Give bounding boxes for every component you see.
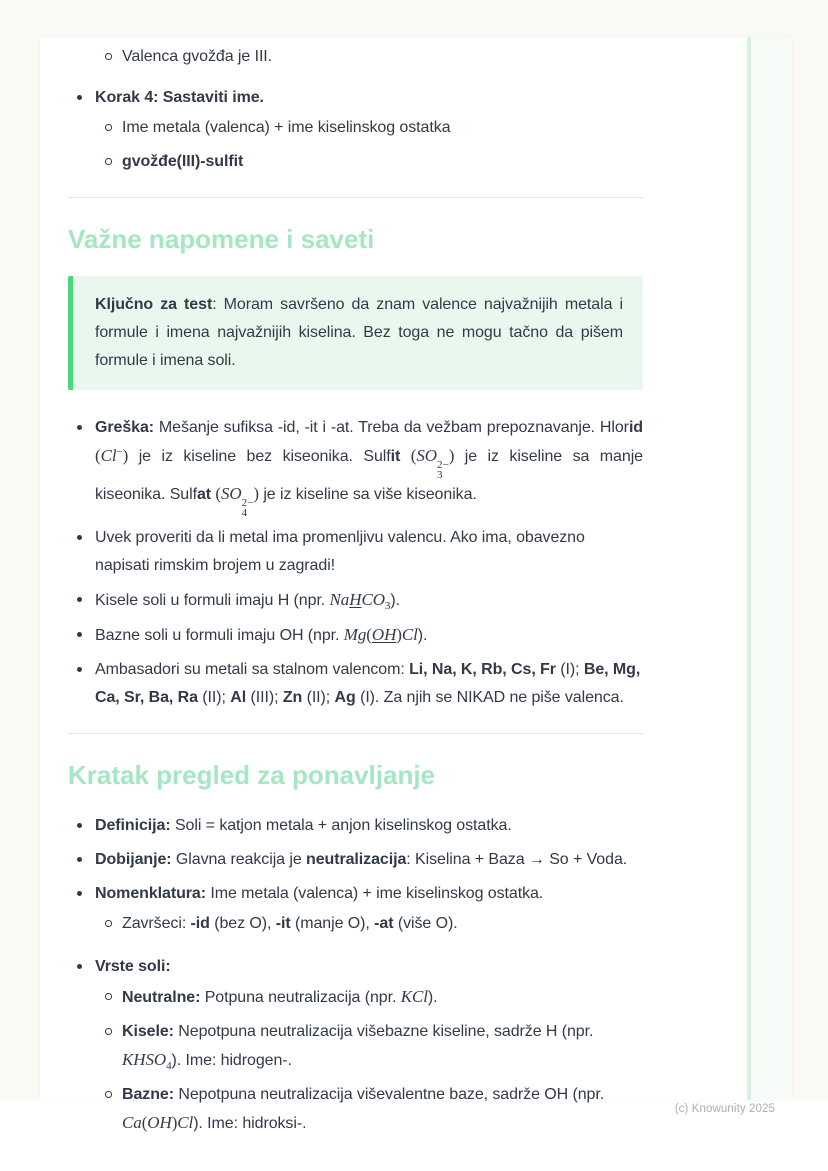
- bullet-circle-icon: [105, 158, 112, 165]
- math-subscript: 3: [436, 469, 443, 481]
- bold-text-run: Ag: [334, 689, 356, 706]
- text-run: ).: [390, 592, 400, 609]
- text-run: Mešanje sufiksa -id, -it i -at. Treba da vežbam prepoznavanje. Hlor: [154, 419, 629, 436]
- bold-text-run: Vrste soli:: [95, 958, 171, 975]
- bold-text-run: Greška:: [95, 419, 155, 436]
- text-run: Kisele soli u formuli imaju H (npr.: [95, 592, 330, 609]
- text-run: ).: [427, 989, 438, 1006]
- list-item: [68, 983, 643, 1012]
- bold-text-run: Ključno za test: [95, 296, 213, 313]
- text-run: (II);: [197, 689, 231, 706]
- bullet-disc-icon: [77, 95, 82, 100]
- math-paren: (: [141, 1113, 148, 1132]
- list-item: [68, 586, 643, 615]
- document-content: [68, 37, 643, 1151]
- text-run: (više O).: [393, 915, 458, 932]
- list-item: [68, 43, 643, 71]
- bullet-circle-icon: [105, 1091, 112, 1098]
- bold-text-run: Dobijanje:: [95, 851, 172, 868]
- math-paren: (: [215, 484, 222, 503]
- bold-text-run: -id: [190, 915, 210, 932]
- math-run: KHSO: [122, 1050, 167, 1069]
- text-run: : Kiselina + Baza → So + Voda.: [406, 851, 628, 868]
- text-run: (I);: [555, 661, 584, 678]
- bullet-disc-icon: [77, 857, 82, 862]
- key-note-callout: [68, 276, 643, 390]
- text-run: Uvek proveriti da li metal ima promenljivu valencu. Ako ima, obavezno napisati rimskim brojem u zagradi!: [95, 529, 585, 574]
- text-run: je iz kiseline bez kiseonika. Sulf: [128, 448, 391, 465]
- bold-text-run: Nomenklatura:: [95, 885, 206, 902]
- math-run: Ca: [122, 1113, 142, 1132]
- list-item: [68, 812, 643, 840]
- bold-text-run: it: [390, 448, 401, 465]
- bullet-list: [68, 414, 643, 712]
- list-item: [68, 910, 643, 938]
- list-item: [68, 414, 643, 518]
- text-run: Potpuna neutralizacija (npr.: [200, 989, 401, 1006]
- text-run: Bazne soli u formuli imaju OH (npr.: [95, 627, 344, 644]
- list-item: [68, 880, 643, 908]
- math-subscript: 4: [166, 1060, 172, 1072]
- text-run: [400, 448, 410, 465]
- math-paren: ): [171, 1113, 178, 1132]
- math-subscript: 4: [241, 507, 248, 519]
- bullet-circle-icon: [105, 920, 112, 927]
- math-paren: ): [396, 625, 402, 644]
- bullet-disc-icon: [77, 964, 82, 969]
- list-item: [68, 524, 643, 580]
- math-paren: ): [448, 446, 455, 465]
- math-run: OH: [147, 1113, 172, 1132]
- text-run: je iz kiseline sa više kiseonika.: [258, 486, 477, 503]
- text-run: Valenca gvožđa je III.: [122, 48, 273, 65]
- section-heading: Kratak pregled za ponavljanje: [68, 760, 436, 790]
- math-underlined-run: H: [349, 590, 362, 609]
- bold-text-run: Be, Mg, Ca, Sr, Ba, Ra: [95, 661, 641, 706]
- bullet-disc-icon: [77, 667, 82, 672]
- math-run: Na: [329, 590, 350, 609]
- bold-text-run: Li, Na, K, Rb, Cs, Fr: [409, 661, 556, 678]
- math-supsub-stack: [242, 498, 254, 518]
- list-item: [68, 1018, 643, 1075]
- bullet-circle-icon: [105, 993, 112, 1000]
- text-run: ). Ime: hidrogen-.: [171, 1052, 292, 1069]
- math-underlined-run: OH: [371, 625, 397, 644]
- text-run: Ime metala (valenca) + ime kiselinskog ostatka.: [205, 885, 544, 902]
- callout-text: [95, 291, 623, 375]
- section-divider: [68, 197, 643, 198]
- text-run: (I). Za njih se NIKAD ne piše valenca.: [355, 689, 624, 706]
- text-run: Ambasadori su metali sa stalnom valencom:: [95, 661, 410, 678]
- bullet-list: [68, 84, 643, 176]
- bullet-disc-icon: [77, 425, 82, 430]
- bullet-disc-icon: [77, 535, 82, 540]
- bold-text-run: Al: [230, 689, 247, 706]
- math-run: KCl: [400, 987, 428, 1006]
- list-item: [68, 656, 643, 712]
- math-paren: ): [253, 484, 259, 503]
- bold-text-run: Korak 4: Sastaviti ime.: [95, 89, 264, 106]
- math-paren: ): [122, 446, 129, 465]
- bold-text-run: id: [628, 419, 643, 436]
- math-supsub-stack: [437, 460, 449, 480]
- text-run: je iz kiseline sa manje kiseonika. Sulf: [95, 448, 643, 503]
- bold-text-run: -at: [374, 915, 394, 932]
- text-run: ).: [417, 627, 428, 644]
- text-run: (bez O),: [209, 915, 276, 932]
- bullet-circle-icon: [105, 1028, 112, 1035]
- copyright-footer: (c) Knowunity 2025: [674, 1103, 775, 1115]
- text-run: (III);: [246, 689, 283, 706]
- math-paren: (: [95, 446, 101, 465]
- text-run: ). Ime: hidroksi-.: [193, 1115, 307, 1132]
- math-paren: (: [366, 625, 372, 644]
- text-run: Završeci:: [122, 915, 191, 932]
- text-run: (manje O),: [290, 915, 375, 932]
- math-paren: (: [410, 446, 417, 465]
- bold-text-run: -it: [275, 915, 291, 932]
- bold-text-run: Neutralne:: [122, 989, 201, 1006]
- page-edge-tint: [751, 37, 792, 1100]
- bullet-disc-icon: [77, 597, 82, 602]
- text-run: Glavna reakcija je: [171, 851, 307, 868]
- bold-text-run: Bazne:: [122, 1086, 174, 1103]
- bold-text-run: gvožđe(III)-sulfit: [122, 153, 244, 170]
- text-run: Nepotpuna neutralizacija višebazne kiseline, sadrže H (npr.: [173, 1023, 594, 1040]
- bullet-list: [68, 812, 643, 1138]
- math-run: Cl: [401, 625, 418, 644]
- bold-text-run: Kisele:: [122, 1023, 174, 1040]
- bullet-disc-icon: [77, 891, 82, 896]
- math-run: CO: [361, 590, 385, 609]
- math-superscript: −: [116, 446, 123, 458]
- text-run: Ime metala (valenca) + ime kiselinskog ostatka: [122, 119, 451, 136]
- section-divider: [68, 733, 643, 734]
- section-heading: Važne napomene i saveti: [68, 224, 375, 254]
- list-item: [68, 846, 643, 874]
- bold-text-run: neutralizacija: [306, 851, 407, 868]
- list-item: [68, 114, 643, 142]
- bold-text-run: at: [196, 486, 212, 503]
- list-item: [68, 84, 643, 112]
- math-run: SO: [416, 446, 437, 465]
- bullet-disc-icon: [77, 632, 82, 637]
- math-run: Cl: [100, 446, 117, 465]
- math-subscript: 3: [384, 600, 391, 612]
- list-item: [68, 621, 643, 650]
- math-superscript: 2−: [436, 459, 449, 471]
- page-edge-line: [747, 37, 751, 1100]
- text-run: : Moram savršeno da znam valence najvažnijih metala i formule i imena najvažnijih kiselina. Bez toga ne mogu tačno da pišem formule i imena soli.: [95, 296, 623, 369]
- bullet-disc-icon: [77, 823, 82, 828]
- text-run: (II);: [302, 689, 335, 706]
- list-item: [68, 148, 643, 176]
- list-item: [68, 953, 643, 981]
- bullet-circle-icon: [105, 124, 112, 131]
- math-superscript: 2−: [241, 497, 254, 509]
- bullet-list: [68, 43, 643, 71]
- bold-text-run: Definicija:: [95, 817, 171, 834]
- math-run: Mg: [343, 625, 367, 644]
- bold-text-run: Zn: [282, 689, 303, 706]
- math-run: Cl: [177, 1113, 194, 1132]
- text-run: Nepotpuna neutralizacija viševalentne baze, sadrže OH (npr.: [173, 1086, 605, 1103]
- bullet-circle-icon: [105, 53, 112, 60]
- text-run: Soli = katjon metala + anjon kiselinskog ostatka.: [170, 817, 512, 834]
- math-run: SO: [221, 484, 242, 503]
